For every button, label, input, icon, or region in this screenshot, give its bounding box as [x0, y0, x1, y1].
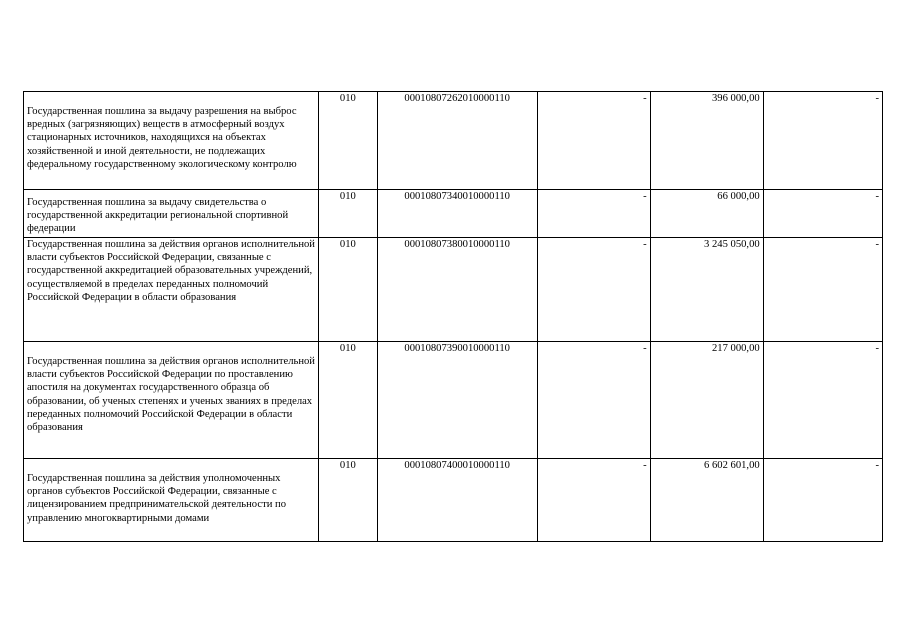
column-4-cell: -	[537, 238, 650, 342]
column-4-cell: -	[537, 92, 650, 190]
line-code-cell: 010	[319, 459, 378, 542]
revenue-code-cell: 00010807390010000110	[377, 342, 537, 459]
revenue-name-text: Государственная пошлина за действия органов исполнительной власти субъектов Российской Федерации по проставлению апостиля на документах государственного образца об образовании, об ученых степенях и ученых званиях в пределах переданных полномочий Российской Федерации в области образования	[27, 356, 315, 434]
column-6-cell: -	[763, 92, 882, 190]
revenue-name-cell	[24, 459, 319, 542]
revenue-name-text: Государственная пошлина за выдачу разрешения на выброс вредных (загрязняющих) веществ в атмосферный воздух стационарных источников, находящихся на объектах хозяйственной и иной деятельности, не подлежащих федеральному государственному экологическому контролю	[27, 106, 297, 170]
line-code-cell: 010	[319, 190, 378, 238]
revenue-code-cell: 00010807340010000110	[377, 190, 537, 238]
revenue-name-cell	[24, 190, 319, 238]
revenue-code-cell: 00010807380010000110	[377, 238, 537, 342]
table-row	[24, 190, 883, 238]
table-row	[24, 459, 883, 542]
line-code-cell: 010	[319, 238, 378, 342]
line-code-cell: 010	[319, 342, 378, 459]
revenue-name-text: Государственная пошлина за выдачу свидетельства о государственной аккредитации региональной спортивной федерации	[27, 197, 289, 235]
column-6-cell: -	[763, 459, 882, 542]
table-row	[24, 238, 883, 342]
column-4-cell: -	[537, 190, 650, 238]
revenue-name-text: Государственная пошлина за действия уполномоченных органов субъектов Российской Федерации, связанные с лицензированием предпринимательской деятельности по управлению многоквартирными домами	[27, 473, 286, 524]
revenue-table	[23, 91, 883, 542]
column-5-cell: 396 000,00	[650, 92, 763, 190]
revenue-name-cell	[24, 342, 319, 459]
column-6-cell: -	[763, 342, 882, 459]
revenue-code-cell: 00010807262010000110	[377, 92, 537, 190]
column-6-cell: -	[763, 190, 882, 238]
column-4-cell: -	[537, 459, 650, 542]
revenue-name-cell	[24, 92, 319, 190]
column-5-cell: 3 245 050,00	[650, 238, 763, 342]
table-row	[24, 92, 883, 190]
revenue-name-text: Государственная пошлина за действия органов исполнительной власти субъектов Российской Федерации, связанные с государственной аккредитацией образовательных учреждений, осуществляемой в пределах переданных полномочий Российской Федерации в области образования	[27, 239, 315, 303]
table-row	[24, 342, 883, 459]
column-5-cell: 217 000,00	[650, 342, 763, 459]
column-6-cell: -	[763, 238, 882, 342]
column-5-cell: 6 602 601,00	[650, 459, 763, 542]
revenue-code-cell: 00010807400010000110	[377, 459, 537, 542]
column-4-cell: -	[537, 342, 650, 459]
column-5-cell: 66 000,00	[650, 190, 763, 238]
revenue-name-cell	[24, 238, 319, 342]
line-code-cell: 010	[319, 92, 378, 190]
